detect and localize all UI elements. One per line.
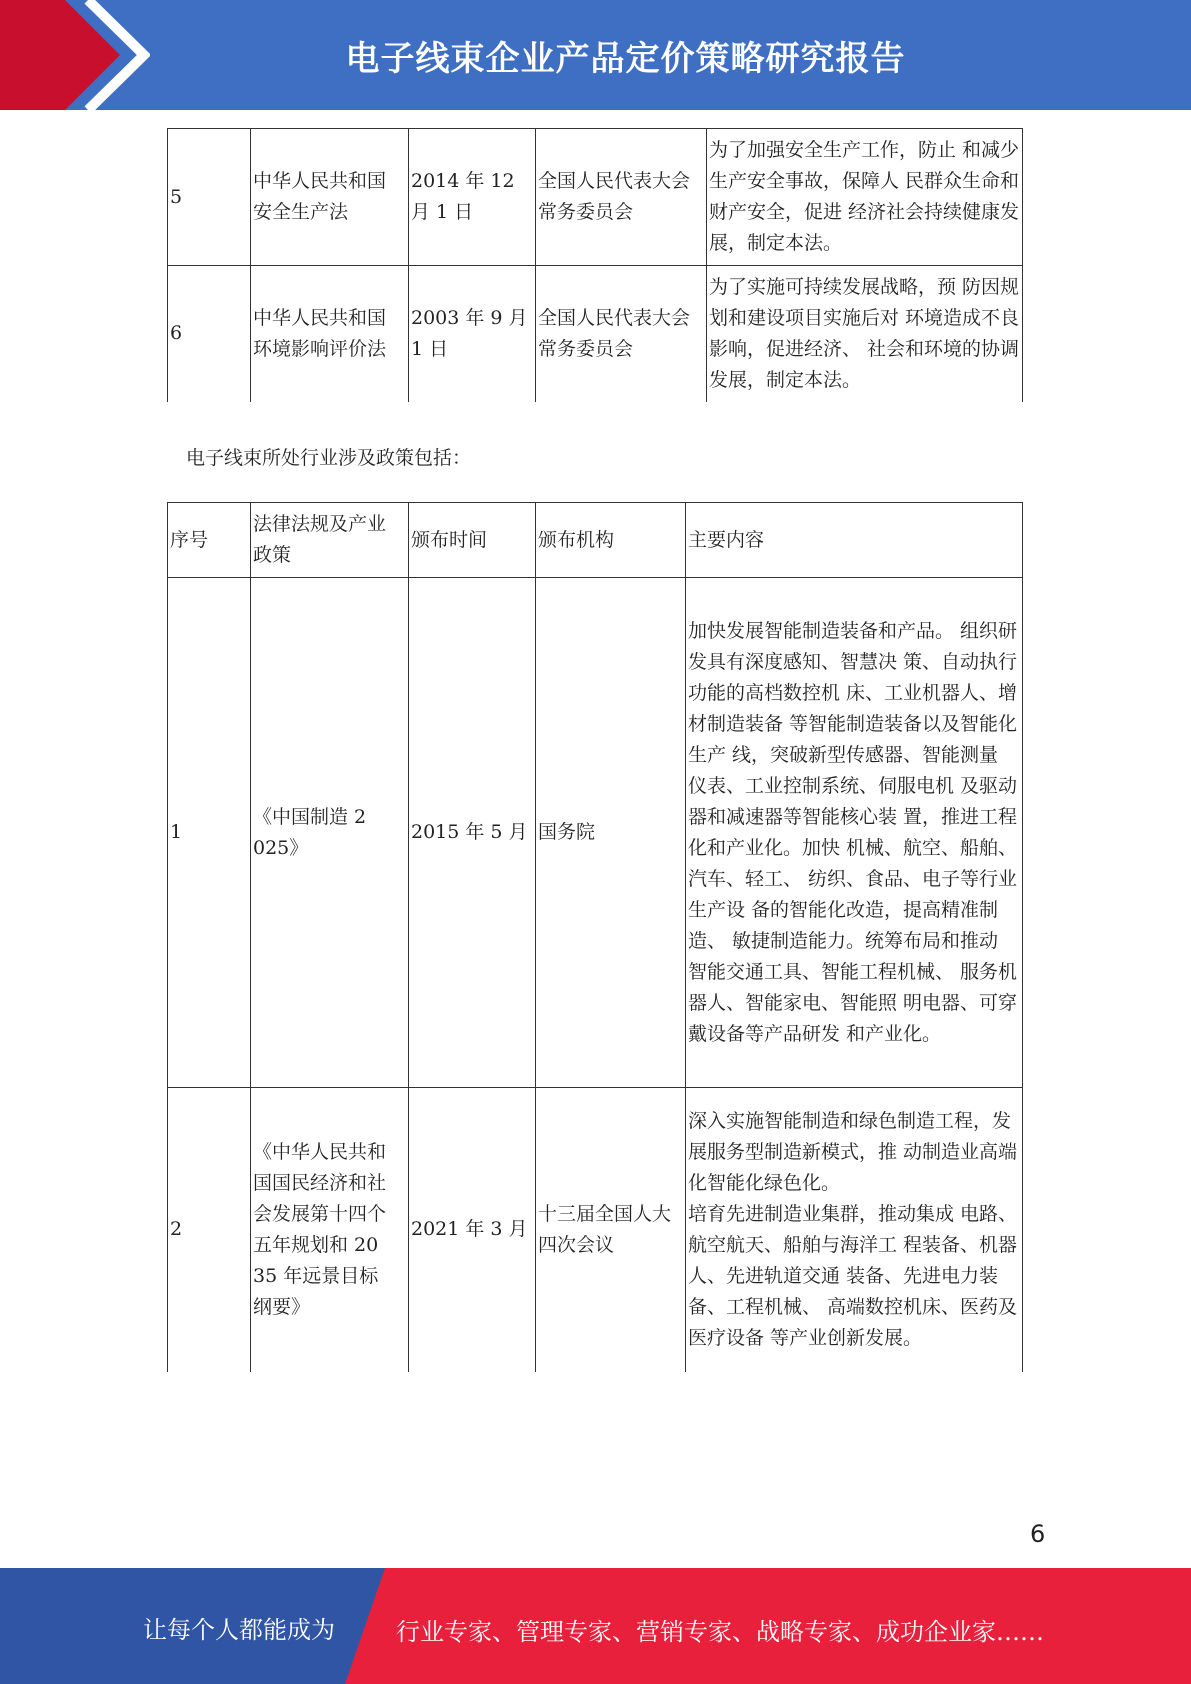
header-index: 序号 xyxy=(168,503,251,578)
header-chevron-decoration xyxy=(0,0,150,110)
header-summary: 主要内容 xyxy=(686,503,1023,578)
header-date: 颁布时间 xyxy=(409,503,536,578)
law-name: 中华人民共和国环境影响评价法 xyxy=(251,266,409,402)
table-row xyxy=(168,266,1023,402)
report-title: 电子线束企业产品定价策略研究报告 xyxy=(345,38,906,79)
table-row xyxy=(168,1088,1023,1372)
row-index: 2 xyxy=(168,1088,251,1372)
table-row xyxy=(168,129,1023,266)
header-law: 法律法规及产业政策 xyxy=(251,503,409,578)
issue-date: 2015 年 5 月 xyxy=(409,578,536,1088)
row-index: 1 xyxy=(168,578,251,1088)
issuing-body: 全国人民代表大会常务委员会 xyxy=(536,129,707,266)
law-name: 《中华人民共和国国民经济和社会发展第十四个五年规划和 2035 年远景目标纲要》 xyxy=(251,1088,409,1372)
policy-summary-paragraph: 培育先进制造业集群，推动集成 电路、航空航天、船舶与海洋工 程装备、机器人、先进轨道交通 装备、先进电力装备、工程机械、 高端数控机床、医药及医疗设备 等产业创新发展。 xyxy=(688,1202,1018,1349)
header-org: 颁布机构 xyxy=(536,503,686,578)
law-name: 《中国制造 2025》 xyxy=(251,578,409,1088)
issue-date: 2014 年 12 月 1 日 xyxy=(409,129,536,266)
law-summary: 为了实施可持续发展战略，预 防因规划和建设项目实施后对 环境造成不良影响，促进经济、 社会和环境的协调发展，制定本法。 xyxy=(707,266,1023,402)
issuing-body: 十三届全国人大四次会议 xyxy=(536,1088,686,1372)
page-header xyxy=(0,0,1191,110)
footer-slogan-left: 让每个人都能成为 xyxy=(143,1616,335,1644)
page-number: 6 xyxy=(1030,1520,1046,1548)
row-index: 5 xyxy=(168,129,251,266)
issue-date: 2003 年 9 月 1 日 xyxy=(409,266,536,402)
policy-summary xyxy=(686,1088,1023,1372)
issuing-body: 国务院 xyxy=(536,578,686,1088)
footer-slogan-right: 行业专家、管理专家、营销专家、战略专家、成功企业家…… xyxy=(396,1618,1044,1646)
table-header-row xyxy=(168,503,1023,578)
table-row xyxy=(168,578,1023,1088)
law-name: 中华人民共和国安全生产法 xyxy=(251,129,409,266)
regulation-table-continued xyxy=(167,128,1023,402)
policy-summary: 加快发展智能制造装备和产品。 组织研发具有深度感知、智慧决 策、自动执行功能的高档数控机 床、工业机器人、增材制造装备 等智能制造装备以及智能化生产 线，突破新型传感器、智能测量 仪表、工业控制系统、伺服电机 及驱动器和减速器等智能核心装 置，推进工程化和产业化。加快 机械、航空、船舶、汽车、轻工、 纺织、食品、电子等行业生产设 备的智能化改造，提高精准制造、 敏捷制造能力。统筹布局和推动 智能交通工具、智能工程机械、 服务机器人、智能家电、智能照 明电器、可穿戴设备等产品研发 和产业化。 xyxy=(686,578,1023,1088)
policy-table xyxy=(167,502,1023,1372)
policy-intro-text: 电子线束所处行业涉及政策包括： xyxy=(186,447,472,469)
policy-summary-paragraph: 深入实施智能制造和绿色制造工程，发展服务型制造新模式，推 动制造业高端化智能化绿色化。 xyxy=(688,1109,1018,1194)
issuing-body: 全国人民代表大会常务委员会 xyxy=(536,266,707,402)
row-index: 6 xyxy=(168,266,251,402)
issue-date: 2021 年 3 月 xyxy=(409,1088,536,1372)
law-summary: 为了加强安全生产工作，防止 和减少生产安全事故，保障人 民群众生命和财产安全，促进 经济社会持续健康发展，制定本法。 xyxy=(707,129,1023,266)
